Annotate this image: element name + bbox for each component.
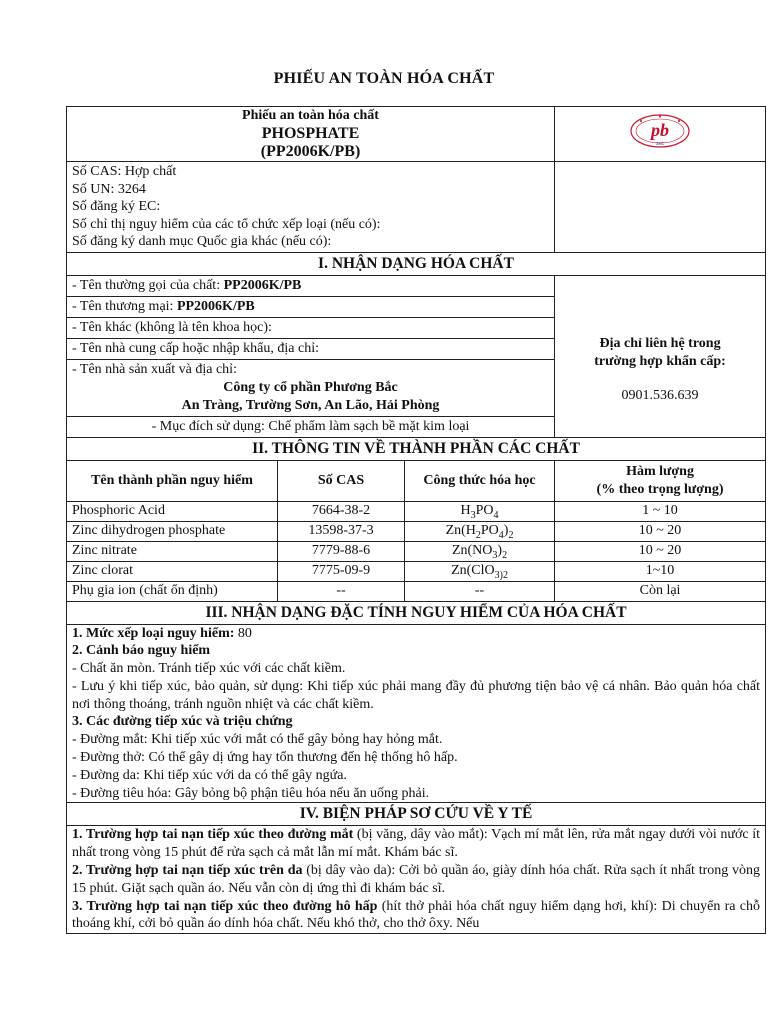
col-content: Hàm lượng (% theo trọng lượng): [555, 460, 766, 501]
section-3-title: III. NHẬN DẠNG ĐẶC TÍNH NGUY HIỂM CỦA HÓA CHẤT: [67, 601, 766, 624]
component-content: 1~10: [555, 561, 766, 581]
contact-label-2: trường hợp khẩn cấp:: [594, 354, 726, 369]
emergency-phone: 0901.536.639: [621, 388, 699, 403]
emergency-contact: [555, 275, 766, 437]
exposure-line: - Đường da: Khi tiếp xúc với da có thể gây ngứa.: [72, 767, 347, 783]
table-row: [67, 541, 766, 561]
pb-logo-icon: [629, 112, 691, 150]
safety-data-sheet: [66, 106, 766, 934]
national-registry: Số đăng ký danh mục Quốc gia khác (nếu có):: [72, 234, 332, 249]
product-name: PHOSPHATE: [261, 125, 360, 142]
company-address: An Tràng, Trường Sơn, An Lão, Hải Phòng: [181, 397, 440, 413]
company-logo: [629, 112, 691, 150]
exposure-line: - Đường mắt: Khi tiếp xúc với mắt có thể gây bỏng hay hỏng mắt.: [72, 732, 443, 748]
first-aid-skin: 2. Trường hợp tai nạn tiếp xúc trên da (bị dây vào da): Cởi bỏ quần áo, giày dính hóa chất. Rửa sạch ít nhất trong vòng 15 phút. Giặt sạch quần áo. Nếu vẫn còn dị ứng thì đi khám bác sĩ.: [72, 863, 761, 896]
component-name: Phụ gia ion (chất ổn định): [67, 581, 278, 601]
col-name: Tên thành phần nguy hiểm: [67, 460, 278, 501]
component-formula: $Zn(NO_3)_2$: [405, 541, 555, 561]
exposure-line: - Đường thở: Có thể gây dị ứng hay tổn thương đến hệ thống hô hấp.: [72, 750, 458, 766]
un-number: Số UN: 3264: [72, 181, 146, 197]
table-row: [67, 581, 766, 601]
cas-number: Số CAS: Hợp chất: [72, 164, 177, 179]
ec-number: Số đăng ký EC:: [72, 199, 161, 214]
trade-name: - Tên thương mại: PP2006K/PB: [67, 296, 555, 317]
hazard-line: - Lưu ý khi tiếp xúc, bảo quản, sử dụng: Khi tiếp xúc phải mang đầy đủ phương tiện bảo vệ cá nhân. Bảo quản hóa chất nơi thông thoáng, tránh nguồn nhiệt và các chất kiềm.: [72, 678, 761, 712]
section-2-title: II. THÔNG TIN VỀ THÀNH PHẦN CÁC CHẤT: [67, 437, 766, 460]
component-content: Còn lại: [555, 581, 766, 601]
section-4-title: IV. BIỆN PHÁP SƠ CỨU VỀ Y TẾ: [67, 803, 766, 826]
manufacturer: [67, 359, 555, 416]
component-content: 1 ~ 10: [555, 501, 766, 521]
component-name: Phosphoric Acid: [67, 501, 278, 521]
company-name: Công ty cổ phần Phương Bắc: [223, 379, 398, 395]
component-cas: 13598-37-3: [278, 521, 405, 541]
table-row: [67, 521, 766, 541]
header-title-cell: [67, 107, 555, 162]
section-1-title: I. NHẬN DẠNG HÓA CHẤT: [67, 252, 766, 275]
identification-block: [67, 162, 766, 253]
table-row: [67, 501, 766, 521]
col-formula: Công thức hóa học: [405, 460, 555, 501]
hazard-class: 1. Mức xếp loại nguy hiểm: 80: [72, 625, 252, 641]
component-formula: $H_3PO_4$: [405, 501, 555, 521]
first-aid-inhalation: 3. Trường hợp tai nạn tiếp xúc theo đường hô hấp (hít thở phải hóa chất nguy hiểm dạng hơi, khí): Di chuyển ra chỗ thoáng khí, cởi bỏ quần áo dính hóa chất. Nếu khó thở, cho thở ôxy. Nếu: [72, 898, 761, 932]
component-cas: 7775-09-9: [278, 561, 405, 581]
component-formula: Zn(ClO$_{3)2}$: [405, 561, 555, 581]
hazard-identification: [67, 624, 766, 803]
component-cas: 7779-88-6: [278, 541, 405, 561]
other-name: - Tên khác (không là tên khoa học):: [67, 317, 555, 338]
manufacturer-label: - Tên nhà sản xuất và địa chỉ:: [72, 361, 237, 377]
table-row: [67, 561, 766, 581]
document-title: PHIẾU AN TOÀN HÓA CHẤT: [273, 70, 495, 87]
component-content: 10 ~ 20: [555, 541, 766, 561]
sheet-header: [67, 107, 766, 162]
contact-label-1: Địa chỉ liên hệ trong: [599, 336, 721, 351]
component-name: Zinc nitrate: [67, 541, 278, 561]
component-name: Zinc clorat: [67, 561, 278, 581]
exposure-line: - Đường tiêu hóa: Gây bỏng bộ phận tiêu hóa nếu ăn uống phải.: [72, 785, 430, 801]
supplier: - Tên nhà cung cấp hoặc nhập khẩu, địa chỉ:: [67, 338, 555, 359]
component-formula: --: [405, 581, 555, 601]
header-line1: Phiếu an toàn hóa chất: [242, 108, 379, 123]
logo-text: pb: [651, 120, 670, 140]
component-cas: 7664-38-2: [278, 501, 405, 521]
usage-purpose: - Mục đích sử dụng: Chế phẩm làm sạch bề mặt kim loại: [67, 416, 555, 437]
id-numbers: [67, 162, 555, 253]
exposure-heading: 3. Các đường tiếp xúc và triệu chứng: [72, 714, 293, 730]
component-content: 10 ~ 20: [555, 521, 766, 541]
composition-header: [67, 460, 766, 501]
first-aid-eye: 1. Trường hợp tai nạn tiếp xúc theo đường mắt (bị văng, dây vào mắt): Vạch mí mắt lên, rửa mắt ngay dưới vòi nước ít nhất trong vòng 15 phút để rửa sạch cả mắt lẫn mí mắt. Khám bác sĩ.: [72, 827, 761, 861]
id-empty-cell: [555, 162, 766, 253]
col-cas: Số CAS: [278, 460, 405, 501]
logo-cell: [555, 107, 766, 162]
first-aid: [67, 826, 766, 934]
component-cas: --: [278, 581, 405, 601]
hazard-line: - Chất ăn mòn. Tránh tiếp xúc với các chất kiềm.: [72, 661, 346, 677]
hazard-warning-heading: 2. Cảnh báo nguy hiểm: [72, 643, 211, 659]
product-code: (PP2006K/PB): [260, 143, 361, 160]
logo-sub: JSC: [655, 141, 665, 146]
hazard-code: Số chỉ thị nguy hiểm của các tổ chức xếp loại (nếu có):: [72, 216, 381, 232]
component-formula: $Zn(H_2PO_4)_2$: [405, 521, 555, 541]
component-name: Zinc dihydrogen phosphate: [67, 521, 278, 541]
common-name: - Tên thường gọi của chất: PP2006K/PB: [67, 275, 555, 296]
